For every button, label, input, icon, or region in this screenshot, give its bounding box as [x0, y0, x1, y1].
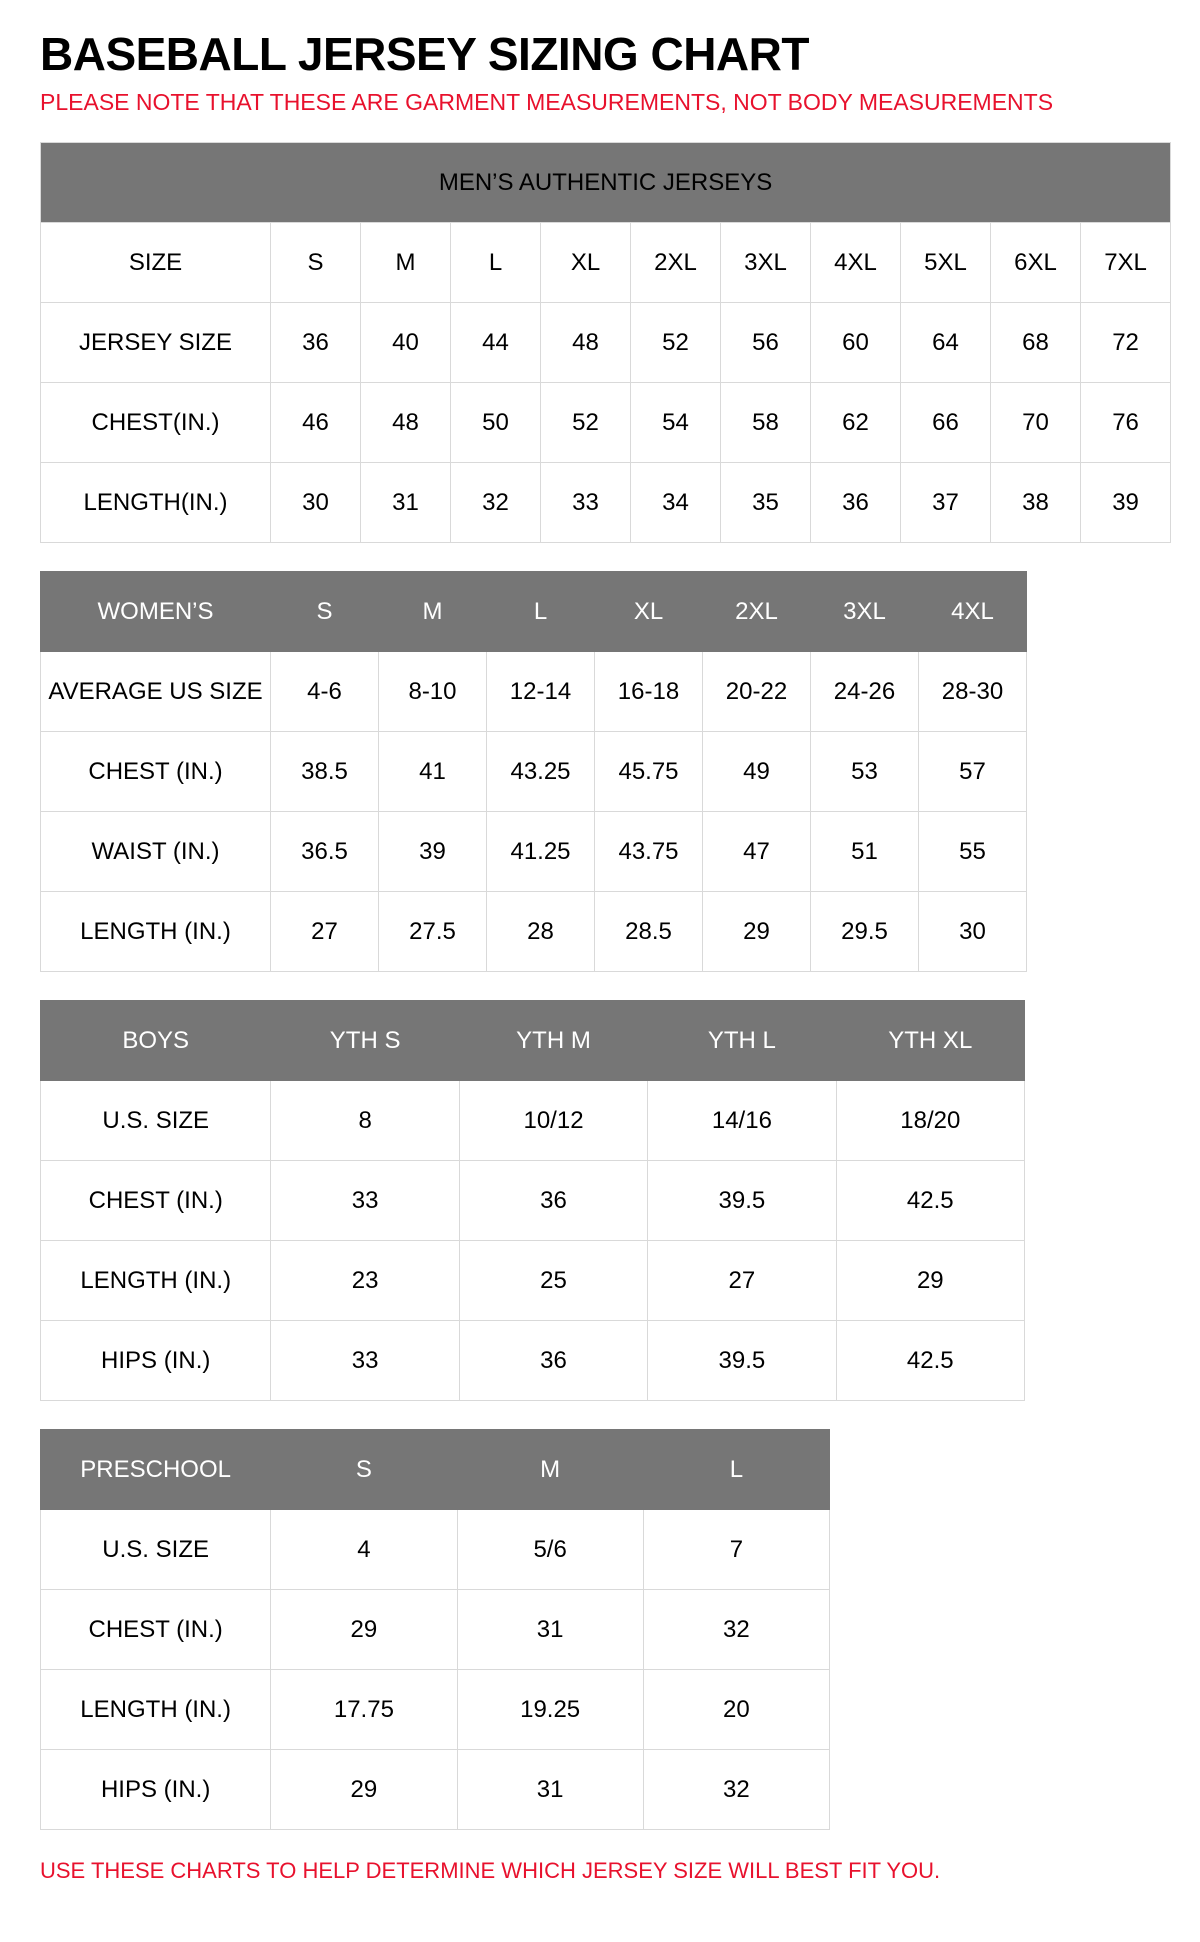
cell: 37 — [901, 463, 991, 543]
cell: 8-10 — [379, 652, 487, 732]
womens-header-m: M — [379, 572, 487, 652]
table-row — [41, 1241, 1025, 1321]
preschool-sizing-table — [40, 1429, 830, 1830]
cell: 66 — [901, 383, 991, 463]
table-row — [41, 1510, 830, 1590]
cell: 36.5 — [271, 812, 379, 892]
preschool-header-l: L — [643, 1430, 829, 1510]
cell: 12-14 — [487, 652, 595, 732]
mens-banner-label: MEN’S AUTHENTIC JERSEYS — [41, 143, 1171, 223]
cell: 53 — [811, 732, 919, 812]
cell: 16-18 — [595, 652, 703, 732]
womens-header-4xl: 4XL — [919, 572, 1027, 652]
cell: 14/16 — [648, 1081, 836, 1161]
womens-header-l: L — [487, 572, 595, 652]
cell: 60 — [811, 303, 901, 383]
cell: 27.5 — [379, 892, 487, 972]
cell: 42.5 — [836, 1321, 1024, 1401]
table-row — [41, 1161, 1025, 1241]
mens-header-3xl: 3XL — [721, 223, 811, 303]
cell: 45.75 — [595, 732, 703, 812]
cell: 39.5 — [648, 1321, 836, 1401]
cell: 43.75 — [595, 812, 703, 892]
row-label: CHEST (IN.) — [41, 1590, 271, 1670]
cell: 30 — [919, 892, 1027, 972]
mens-header-7xl: 7XL — [1081, 223, 1171, 303]
womens-header-s: S — [271, 572, 379, 652]
preschool-header-m: M — [457, 1430, 643, 1510]
cell: 41 — [379, 732, 487, 812]
cell: 31 — [457, 1750, 643, 1830]
cell: 23 — [271, 1241, 459, 1321]
row-label: CHEST(IN.) — [41, 383, 271, 463]
table-row — [41, 812, 1027, 892]
table-row — [41, 383, 1171, 463]
cell: 5/6 — [457, 1510, 643, 1590]
cell: 54 — [631, 383, 721, 463]
cell: 29 — [703, 892, 811, 972]
cell: 48 — [361, 383, 451, 463]
cell: 20-22 — [703, 652, 811, 732]
cell: 62 — [811, 383, 901, 463]
cell: 29.5 — [811, 892, 919, 972]
cell: 17.75 — [271, 1670, 457, 1750]
table-row — [41, 1750, 830, 1830]
mens-header-4xl: 4XL — [811, 223, 901, 303]
page-title: BASEBALL JERSEY SIZING CHART — [40, 28, 809, 80]
row-label: WAIST (IN.) — [41, 812, 271, 892]
cell: 49 — [703, 732, 811, 812]
cell: 10/12 — [459, 1081, 647, 1161]
cell: 36 — [459, 1321, 647, 1401]
cell: 44 — [451, 303, 541, 383]
cell: 33 — [271, 1161, 459, 1241]
mens-banner-row — [41, 143, 1171, 223]
cell: 39 — [1081, 463, 1171, 543]
womens-header-row — [41, 572, 1027, 652]
cell: 48 — [541, 303, 631, 383]
footer-note: USE THESE CHARTS TO HELP DETERMINE WHICH JERSEY SIZE WILL BEST FIT YOU. — [40, 1858, 941, 1884]
cell: 20 — [643, 1670, 829, 1750]
cell: 27 — [648, 1241, 836, 1321]
table-row — [41, 1321, 1025, 1401]
cell: 35 — [721, 463, 811, 543]
row-label: HIPS (IN.) — [41, 1750, 271, 1830]
cell: 72 — [1081, 303, 1171, 383]
cell: 24-26 — [811, 652, 919, 732]
cell: 39.5 — [648, 1161, 836, 1241]
cell: 36 — [271, 303, 361, 383]
womens-header-label: WOMEN’S — [41, 572, 271, 652]
cell: 41.25 — [487, 812, 595, 892]
cell: 51 — [811, 812, 919, 892]
table-row — [41, 732, 1027, 812]
boys-header-yth-l: YTH L — [648, 1001, 836, 1081]
table-row — [41, 1590, 830, 1670]
cell: 19.25 — [457, 1670, 643, 1750]
cell: 31 — [361, 463, 451, 543]
cell: 32 — [643, 1590, 829, 1670]
cell: 38.5 — [271, 732, 379, 812]
cell: 18/20 — [836, 1081, 1024, 1161]
cell: 34 — [631, 463, 721, 543]
cell: 4 — [271, 1510, 457, 1590]
row-label: LENGTH (IN.) — [41, 892, 271, 972]
row-label: CHEST (IN.) — [41, 1161, 271, 1241]
cell: 28-30 — [919, 652, 1027, 732]
cell: 4-6 — [271, 652, 379, 732]
table-row — [41, 303, 1171, 383]
row-label: CHEST (IN.) — [41, 732, 271, 812]
mens-header-size: SIZE — [41, 223, 271, 303]
row-label: AVERAGE US SIZE — [41, 652, 271, 732]
cell: 36 — [459, 1161, 647, 1241]
cell: 46 — [271, 383, 361, 463]
cell: 70 — [991, 383, 1081, 463]
table-row — [41, 892, 1027, 972]
cell: 29 — [271, 1750, 457, 1830]
cell: 31 — [457, 1590, 643, 1670]
cell: 52 — [541, 383, 631, 463]
boys-header-row — [41, 1001, 1025, 1081]
row-label: LENGTH (IN.) — [41, 1670, 271, 1750]
cell: 40 — [361, 303, 451, 383]
row-label: U.S. SIZE — [41, 1081, 271, 1161]
mens-header-s: S — [271, 223, 361, 303]
cell: 47 — [703, 812, 811, 892]
preschool-header-s: S — [271, 1430, 457, 1510]
cell: 52 — [631, 303, 721, 383]
garment-measurement-note: PLEASE NOTE THAT THESE ARE GARMENT MEASUREMENTS, NOT BODY MEASUREMENTS — [40, 89, 1054, 116]
table-row — [41, 1081, 1025, 1161]
cell: 8 — [271, 1081, 459, 1161]
cell: 36 — [811, 463, 901, 543]
cell: 29 — [271, 1590, 457, 1670]
womens-header-xl: XL — [595, 572, 703, 652]
womens-header-2xl: 2XL — [703, 572, 811, 652]
cell: 33 — [541, 463, 631, 543]
cell: 57 — [919, 732, 1027, 812]
cell: 50 — [451, 383, 541, 463]
cell: 43.25 — [487, 732, 595, 812]
mens-header-m: M — [361, 223, 451, 303]
cell: 42.5 — [836, 1161, 1024, 1241]
row-label: HIPS (IN.) — [41, 1321, 271, 1401]
boys-header-label: BOYS — [41, 1001, 271, 1081]
cell: 33 — [271, 1321, 459, 1401]
cell: 64 — [901, 303, 991, 383]
mens-header-2xl: 2XL — [631, 223, 721, 303]
mens-sizing-table — [40, 142, 1171, 543]
cell: 25 — [459, 1241, 647, 1321]
cell: 56 — [721, 303, 811, 383]
table-row — [41, 1670, 830, 1750]
row-label: LENGTH (IN.) — [41, 1241, 271, 1321]
boys-header-yth-xl: YTH XL — [836, 1001, 1024, 1081]
cell: 68 — [991, 303, 1081, 383]
table-row — [41, 652, 1027, 732]
mens-header-5xl: 5XL — [901, 223, 991, 303]
cell: 55 — [919, 812, 1027, 892]
boys-header-yth-s: YTH S — [271, 1001, 459, 1081]
cell: 58 — [721, 383, 811, 463]
mens-header-xl: XL — [541, 223, 631, 303]
row-label: U.S. SIZE — [41, 1510, 271, 1590]
mens-header-l: L — [451, 223, 541, 303]
cell: 29 — [836, 1241, 1024, 1321]
cell: 30 — [271, 463, 361, 543]
row-label: JERSEY SIZE — [41, 303, 271, 383]
cell: 32 — [643, 1750, 829, 1830]
cell: 7 — [643, 1510, 829, 1590]
cell: 76 — [1081, 383, 1171, 463]
boys-header-yth-m: YTH M — [459, 1001, 647, 1081]
cell: 38 — [991, 463, 1081, 543]
cell: 28 — [487, 892, 595, 972]
preschool-header-row — [41, 1430, 830, 1510]
cell: 32 — [451, 463, 541, 543]
cell: 27 — [271, 892, 379, 972]
womens-sizing-table — [40, 571, 1027, 972]
cell: 39 — [379, 812, 487, 892]
boys-sizing-table — [40, 1000, 1025, 1401]
table-row — [41, 463, 1171, 543]
mens-header-row — [41, 223, 1171, 303]
row-label: LENGTH(IN.) — [41, 463, 271, 543]
preschool-header-label: PRESCHOOL — [41, 1430, 271, 1510]
mens-header-6xl: 6XL — [991, 223, 1081, 303]
cell: 28.5 — [595, 892, 703, 972]
womens-header-3xl: 3XL — [811, 572, 919, 652]
